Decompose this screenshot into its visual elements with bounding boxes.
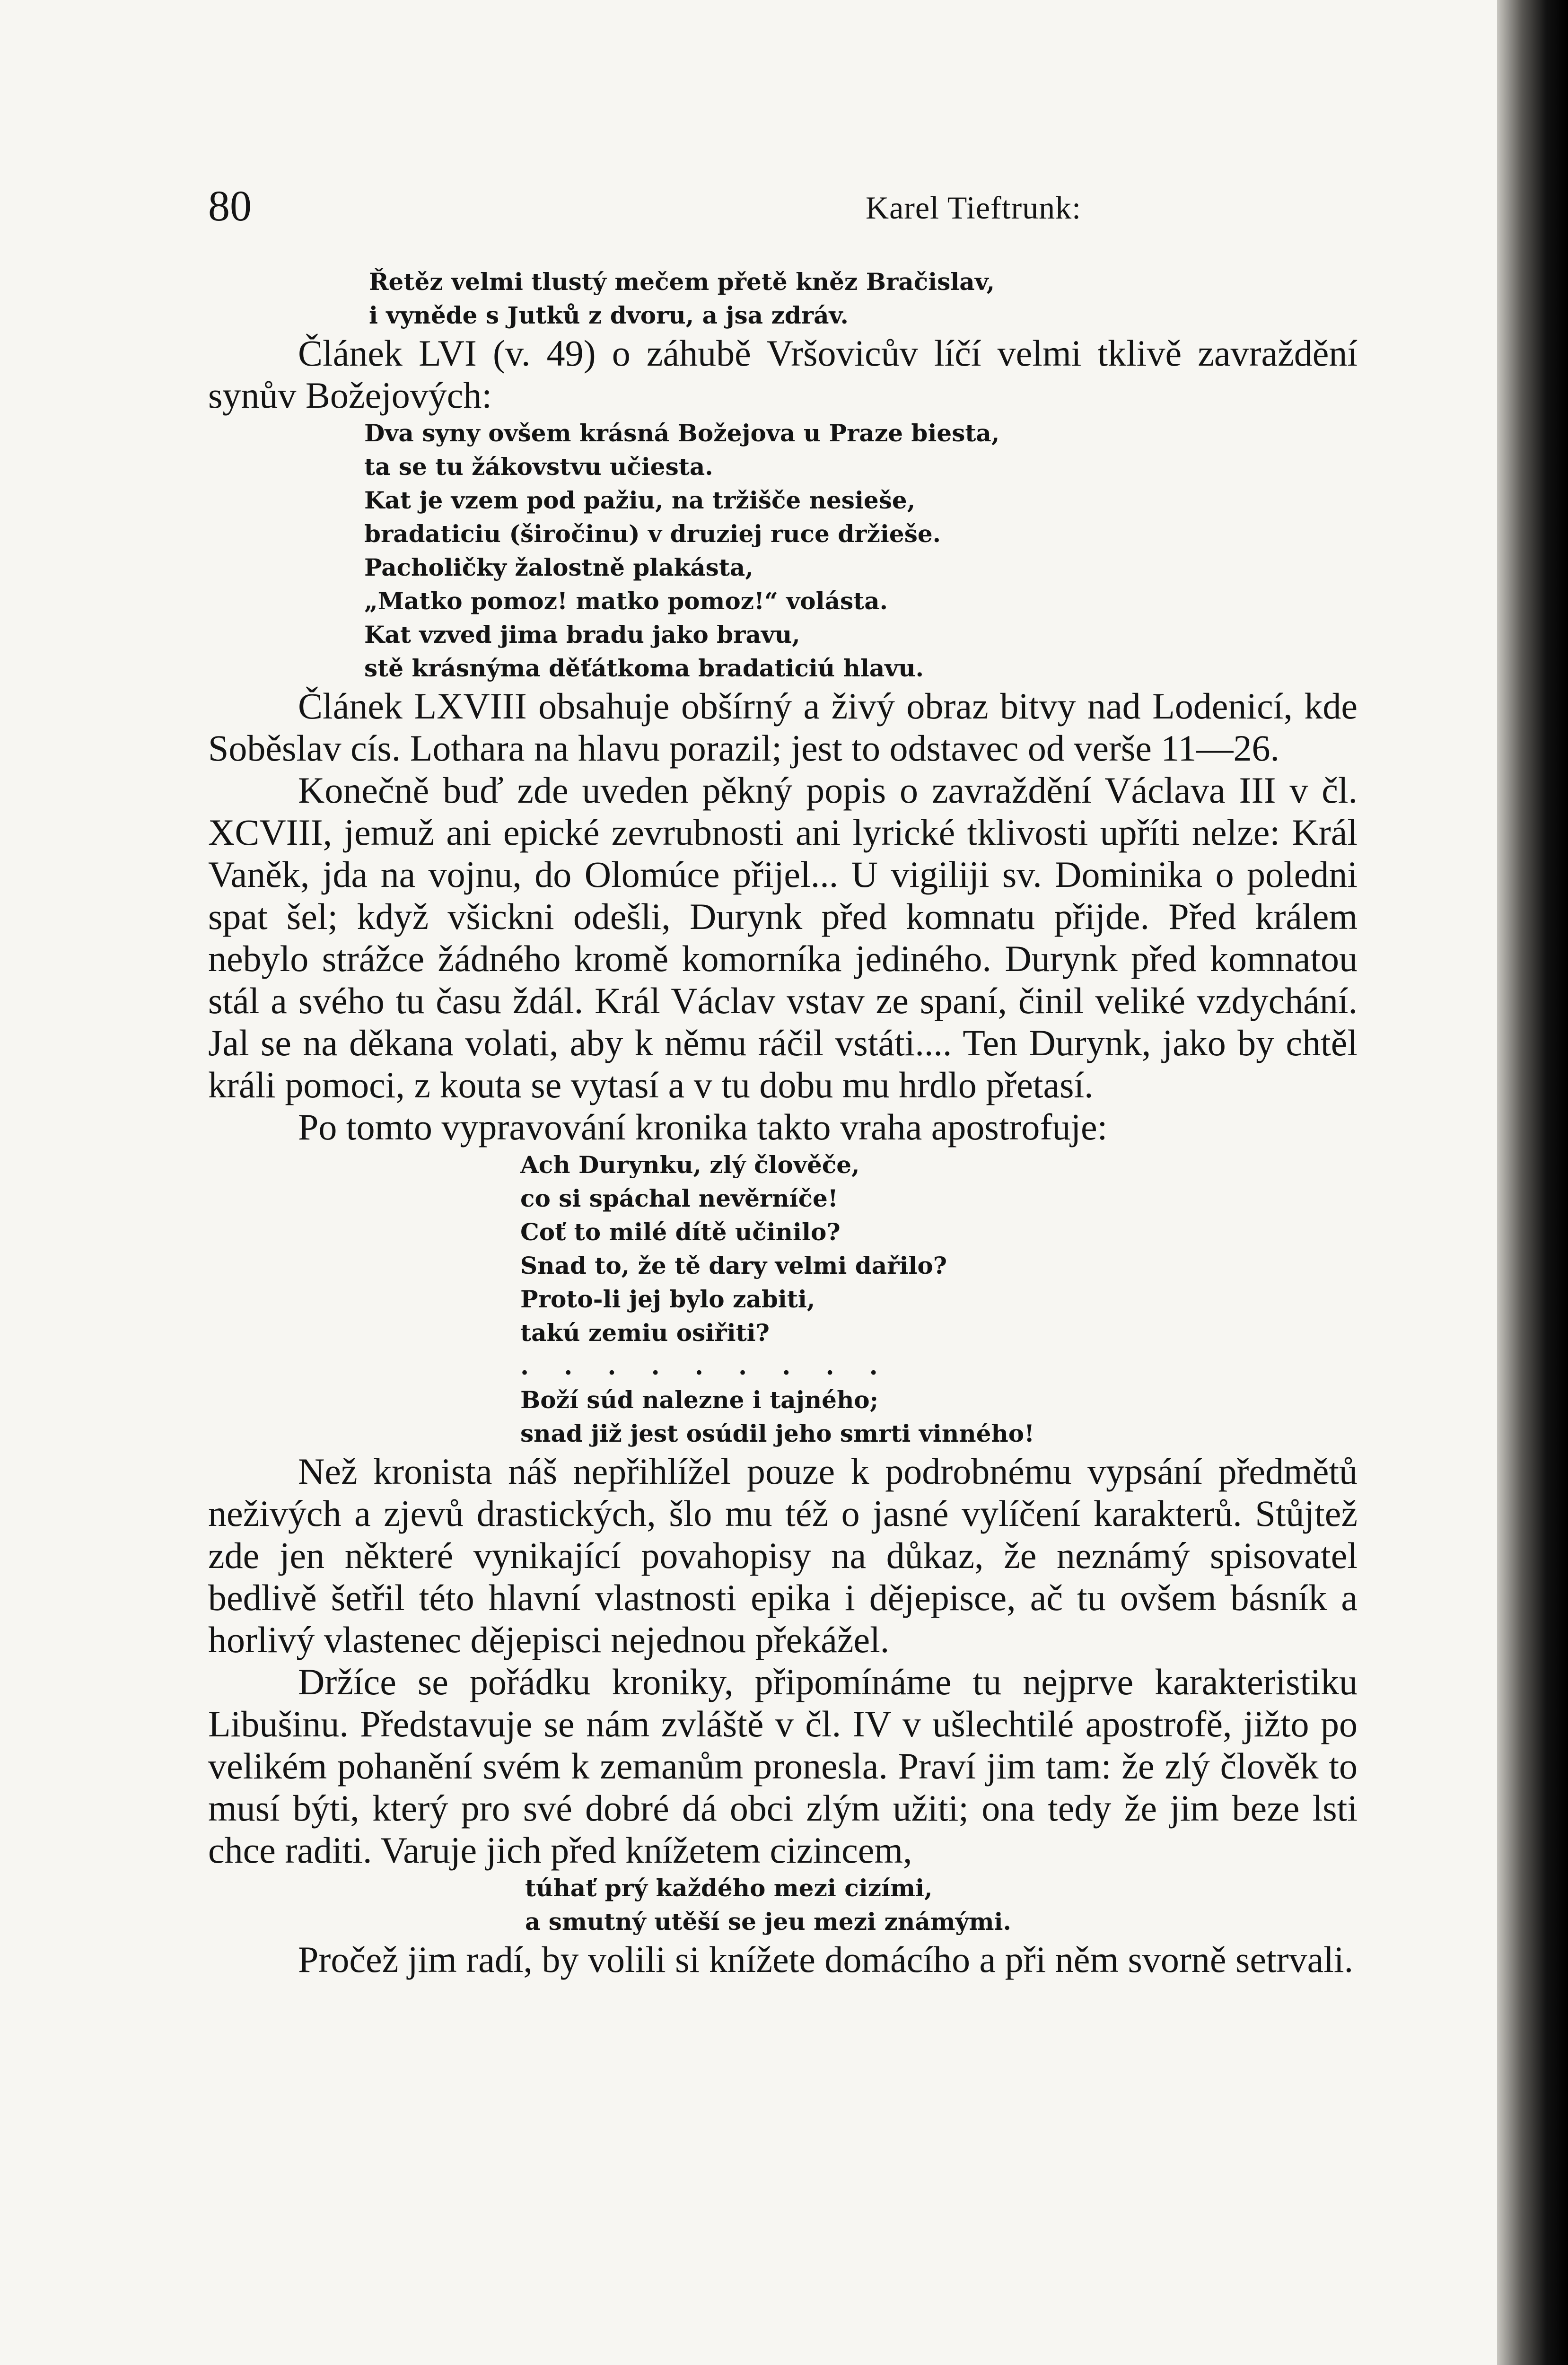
verse-line: Snad to, že tě dary velmi dařilo? bbox=[520, 1252, 947, 1279]
page-header bbox=[208, 180, 1358, 236]
page-body bbox=[208, 265, 1358, 2365]
verse-line: snad již jest osúdil jeho smrti vinného! bbox=[520, 1419, 1035, 1447]
paragraph-clanek-lvi: Článek LVI (v. 49) o záhubě Vršovicův líčí velmi tklivě zavraždění synův Božejových: bbox=[208, 333, 1358, 416]
verse-line: stě krásnýma děťátkoma bradaticiú hlavu. bbox=[364, 654, 924, 682]
verse-line: takú zemiu osiřiti? bbox=[520, 1319, 770, 1347]
verse-line: Pacholičky žalostně plakásta, bbox=[364, 553, 753, 581]
paragraph-clanek-lxviii: Článek LXVIII obsahuje obšírný a živý obraz bitvy nad Lodenicí, kde Soběslav cís. Lothara na hlavu porazil; jest to odstavec od verše 11—26. bbox=[208, 685, 1358, 769]
paragraph-vaclav-iii: Konečně buď zde uveden pěkný popis o zavraždění Václava III v čl. XCVIII, jemuž ani epické zevrubnosti ani lyrické tklivosti upříti nelze: Král Vaněk, jda na vojnu, do Olomúce přijel... U vigiliji sv. Dominika o poledni spat šel; když všickni odešli, Durynk před komnatu přijde. Před králem nebylo strážce žádného kromě komorníka jediného. Durynk před komnatou stál a svého tu času ždál. Král Václav vstav ze spaní, činil veliké vzdychání. Jal se na děkana volati, aby k němu ráčil vstáti.... Ten Durynk, jako by chtěl králi pomoci, z kouta se vytasí a v tu dobu mu hrdlo přetasí. bbox=[208, 770, 1358, 1105]
paragraph-libuse: Držíce se pořádku kroniky, připomínáme tu nejprve karakteristiku Libušinu. Představuje se nám zvláště v čl. IV v ušlechtilé apostrofě, jižto po velikém pohanění svém k zemanům pronesla. Praví jim tam: že zlý člověk to musí býti, který pro své dobré dá obci zlým užiti; ona tedy že jim beze lsti chce raditi. Varuje jich před knížetem cizincem, bbox=[208, 1661, 1358, 1871]
verse-quote-bracislav bbox=[369, 265, 1358, 332]
page-edge-shadow bbox=[1497, 0, 1568, 2365]
verse-line: Dva syny ovšem krásná Božejova u Praze biesta, bbox=[364, 419, 1000, 447]
verse-line: co si spáchal nevěrníče! bbox=[520, 1184, 838, 1212]
verse-line: Ach Durynku, zlý člověče, bbox=[520, 1151, 860, 1179]
verse-line: Kat vzved jima bradu jako bravu, bbox=[364, 621, 800, 648]
verse-line: Coť to milé dítě učinilo? bbox=[520, 1218, 841, 1246]
verse-line: Proto-li jej bylo zabiti, bbox=[520, 1285, 815, 1313]
ellipsis-dots: . . . . . . . . . bbox=[520, 1352, 891, 1381]
verse-quote-durynk bbox=[520, 1148, 1358, 1450]
paragraph-conclusion: Pročež jim radí, by volili si knížete domácího a při něm svorně setrvali. bbox=[298, 1939, 1354, 1980]
verse-line: a smutný utěší se jeu mezi známými. bbox=[525, 1908, 1011, 1936]
verse-quote-libuse bbox=[525, 1871, 1358, 1938]
verse-line: Boží súd nalezne i tajného; bbox=[520, 1386, 879, 1414]
verse-line: bradaticiu (širočinu) v druziej ruce držieše. bbox=[364, 520, 941, 548]
page-number: 80 bbox=[208, 182, 252, 230]
verse-line: „Matko pomoz! matko pomoz!“ volásta. bbox=[364, 587, 888, 615]
paragraph-apostrofa: Po tomto vypravování kronika takto vraha apostrofuje: bbox=[298, 1106, 1108, 1147]
running-head: Karel Tieftrunk: bbox=[866, 190, 1082, 226]
verse-quote-bozej bbox=[364, 416, 1358, 685]
verse-line: Řetěz velmi tlustý mečem přetě kněz Bračislav, bbox=[369, 268, 995, 296]
verse-line: i vyněde s Jutků z dvoru, a jsa zdráv. bbox=[369, 301, 849, 329]
paragraph-karaktery: Než kronista náš nepřihlížel pouze k podrobnému vypsání předmětů neživých a zjevů drastických, šlo mu též o jasné vylíčení karakterů. Stůjtež zde jen některé vynikající povahopisy na důkaz, že neznámý spisovatel bedlivě šetřil této hlavní vlastnosti epika i dějepisce, ač tu ovšem básník a horlivý vlastenec dějepisci nejednou překážel. bbox=[208, 1451, 1358, 1660]
verse-line: ta se tu žákovstvu učiesta. bbox=[364, 453, 713, 481]
verse-line: Kat je vzem pod pažiu, na tržišče nesieše, bbox=[364, 486, 916, 514]
verse-line: túhať prý každého mezi cizími, bbox=[525, 1874, 933, 1902]
